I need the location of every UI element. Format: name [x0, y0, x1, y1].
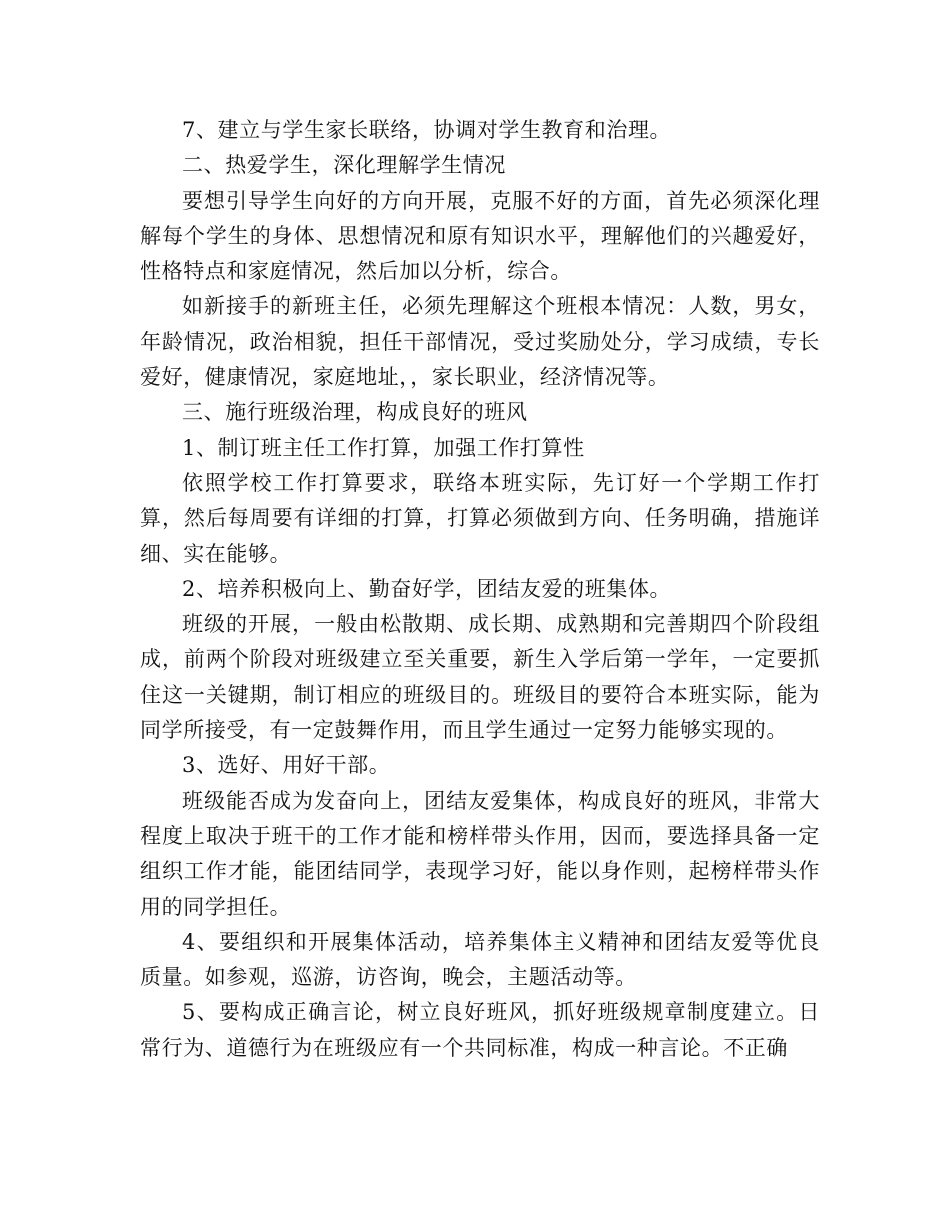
paragraph-item-7: 7、建立与学生家长联络，协调对学生教育和治理。	[182, 118, 672, 142]
paragraph: 班级能否成为发奋向上，团结友爱集体，构成良好的班风，非常大程度上取决于班干的工作才能和榜样带头作用，因而，要选择具备一定组织工作才能，能团结同学，表现学习好，能以身作则，起榜样带头作用的同学担任。	[140, 788, 820, 919]
subheading-4: 4、要组织和开展集体活动，培养集体主义精神和团结友爱等优良质量。如参观，巡游，访咨询，晚会，主题活动等。	[140, 929, 820, 990]
subheading-3: 3、选好、用好干部。	[182, 753, 391, 778]
section-heading-2: 二、热爱学生，深化理解学生情况	[182, 153, 506, 178]
paragraph: 如新接手的新班主任，必须先理解这个班根本情况：人数，男女，年龄情况，政治相貌，担任干部情况，受过奖励处分，学习成绩，专长爱好，健康情况，家庭地址，，家长职业，经济情况等。	[140, 294, 820, 390]
paragraph: 班级的开展，一般由松散期、成长期、成熟期和完善期四个阶段组成，前两个阶段对班级建立至关重要，新生入学后第一学年，一定要抓住这一关键期，制订相应的班级目的。班级目的要符合本班实际，能为同学所接受，有一定鼓舞作用，而且学生通过一定努力能够实现的。	[140, 612, 820, 743]
section-heading-3: 三、施行班级治理，构成良好的班风	[182, 400, 528, 425]
paragraph: 要想引导学生向好的方向开展，克服不好的方面，首先必须深化理解每个学生的身体、思想情况和原有知识水平，理解他们的兴趣爱好，性格特点和家庭情况，然后加以分析，综合。	[140, 188, 820, 284]
subheading-1: 1、制订班主任工作打算，加强工作打算性	[182, 435, 585, 460]
subheading-2: 2、培养积极向上、勤奋好学，团结友爱的班集体。	[182, 576, 672, 601]
paragraph: 依照学校工作打算要求，联络本班实际，先订好一个学期工作打算，然后每周要有详细的打算，打算必须做到方向、任务明确，措施详细、实在能够。	[140, 470, 820, 566]
subheading-5: 5、要构成正确言论，树立良好班风，抓好班级规章制度建立。日常行为、道德行为在班级应有一个共同标准，构成一种言论。不正确	[140, 1000, 820, 1060]
